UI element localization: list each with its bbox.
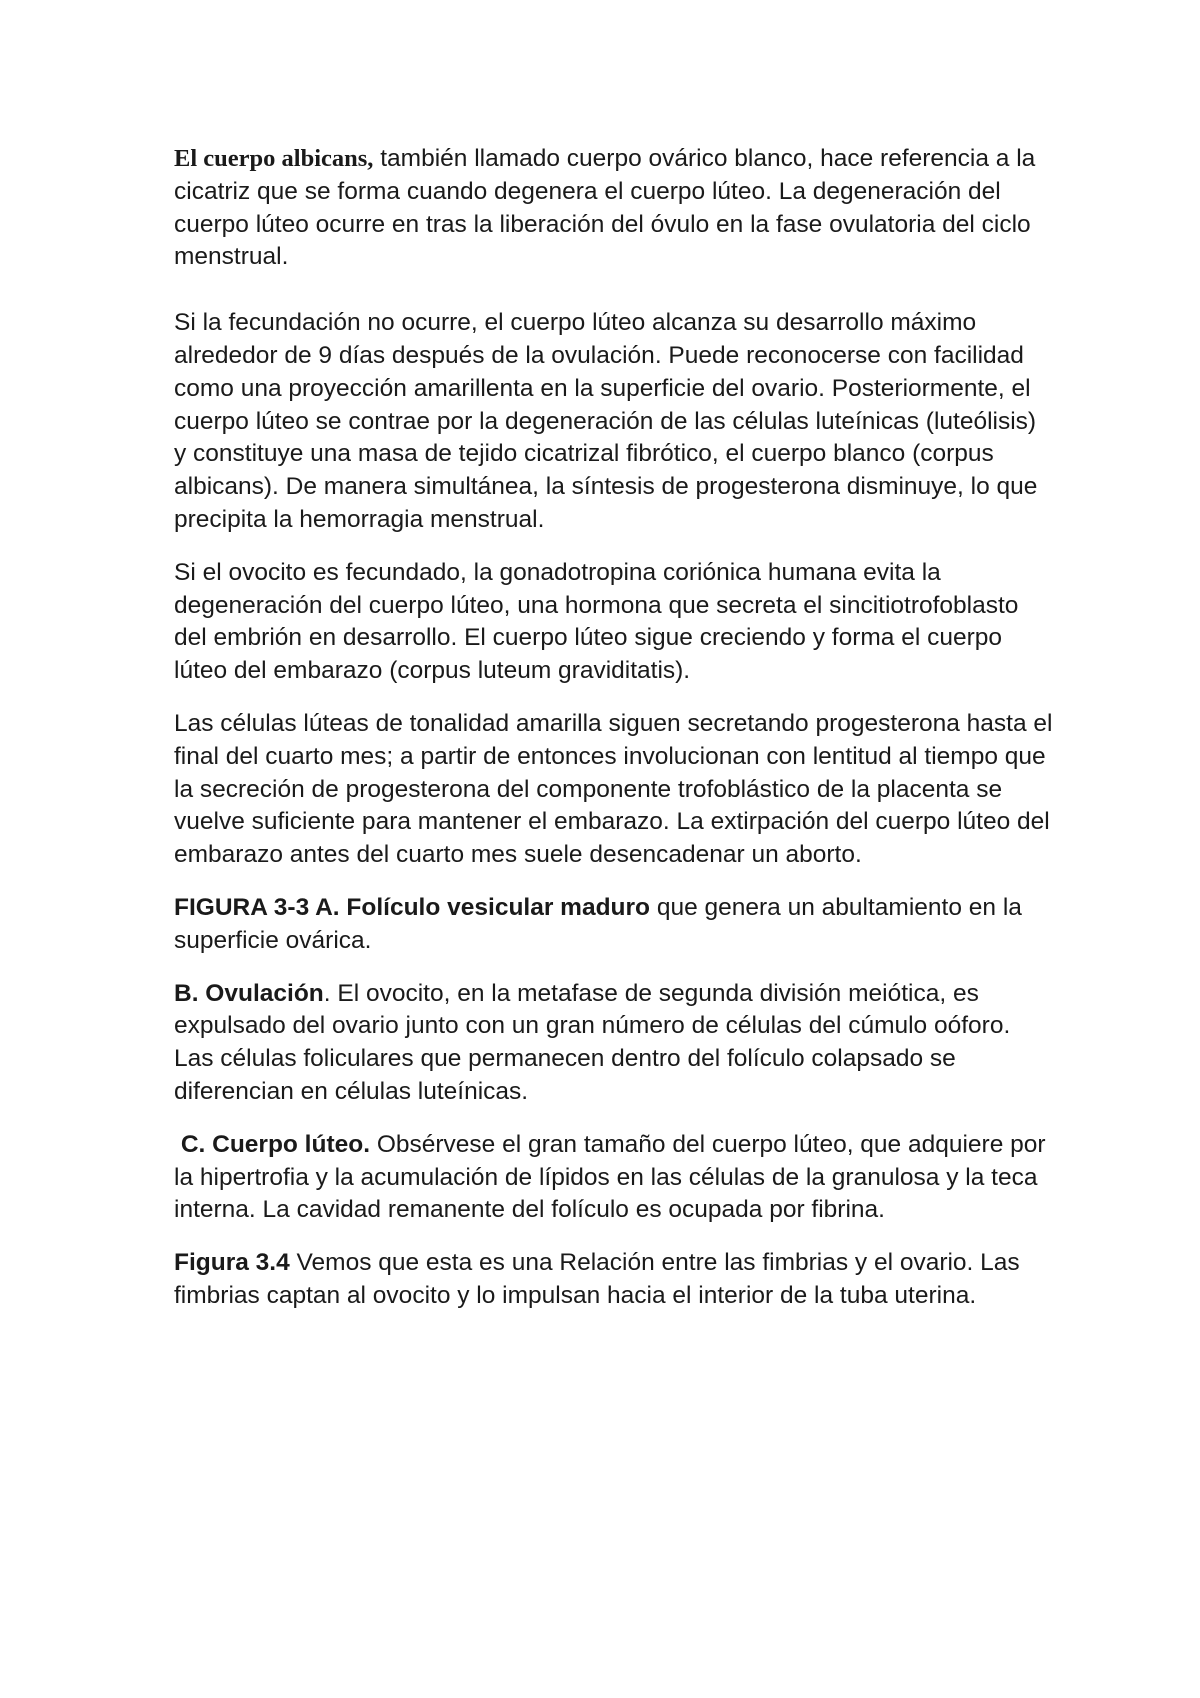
paragraph-text: también llamado cuerpo ovárico blanco, hace referencia a la cicatriz que se forma cuando degenera el cuerpo lúteo. La degeneración del cuerpo lúteo ocurre en tras la liberación del óvulo en la fase ovulatoria del ciclo menstrual. <box>174 145 1036 271</box>
caption-heading: C. Cuerpo lúteo. <box>180 1130 371 1158</box>
paragraph-text: Las células lúteas de tonalidad amarilla siguen secretando progesterona hasta el final del cuarto mes; a partir de entonces involucionan con lentitud al tiempo que la secreción de progesterona del componente trofoblástico de la placenta se vuelve suficiente para mantener el embarazo. La extirpación del cuerpo lúteo del embarazo antes del cuarto mes suele desencadenar un aborto. <box>174 709 1053 869</box>
caption-heading: B. Ovulación <box>174 979 324 1007</box>
paragraph-cuerpo-albicans <box>174 143 1054 274</box>
paragraph-no-fecundacion <box>174 307 1054 537</box>
paragraph-celulas-luteas <box>174 708 1054 872</box>
paragraph-lead-term: El cuerpo albicans, <box>174 145 374 172</box>
caption-text: Obsérvese el gran tamaño del cuerpo lúteo, que adquiere por la hipertrofia y la acumulación de lípidos en las células de la granulosa y la teca interna. La cavidad remanente del folículo es ocupada por fibrina. <box>174 1130 1046 1224</box>
caption-heading: Figura 3.4 <box>174 1249 290 1277</box>
figure-caption-3-3-b <box>174 978 1054 1109</box>
figure-caption-3-4 <box>174 1247 1054 1313</box>
caption-heading: FIGURA 3-3 A. Folículo vesicular maduro <box>174 893 651 921</box>
paragraph-fecundacion <box>174 557 1054 688</box>
figure-caption-3-3-c <box>174 1129 1054 1227</box>
caption-text: Vemos que esta es una Relación entre las fimbrias y el ovario. Las fimbrias captan al ovocito y lo impulsan hacia el interior de la tuba uterina. <box>174 1249 1020 1309</box>
caption-text: . El ovocito, en la metafase de segunda división meiótica, es expulsado del ovario junto con un gran número de células del cúmulo oóforo. Las células foliculares que permanecen dentro del folículo colapsado se diferencian en células luteínicas. <box>174 979 1011 1105</box>
caption-text: que genera un abultamiento en la superficie ovárica. <box>174 893 1022 954</box>
paragraph-text: Si el ovocito es fecundado, la gonadotropina coriónica humana evita la degeneración del cuerpo lúteo, una hormona que secreta el sincitiotrofoblasto del embrión en desarrollo. El cuerpo lúteo sigue creciendo y forma el cuerpo lúteo del embarazo (corpus luteum graviditatis). <box>174 558 1019 685</box>
document-body <box>174 143 1054 1313</box>
paragraph-text: Si la fecundación no ocurre, el cuerpo lúteo alcanza su desarrollo máximo alrededor de 9 días después de la ovulación. Puede reconocerse con facilidad como una proyección amarillenta en la superficie del ovario. Posteriormente, el cuerpo lúteo se contrae por la degeneración de las células luteínicas (luteólisis) y constituye una masa de tejido cicatrizal fibrótico, el cuerpo blanco (corpus albicans). De manera simultánea, la síntesis de progesterona disminuye, lo que precipita la hemorragia menstrual. <box>174 309 1038 533</box>
figure-caption-3-3-a <box>174 892 1054 958</box>
